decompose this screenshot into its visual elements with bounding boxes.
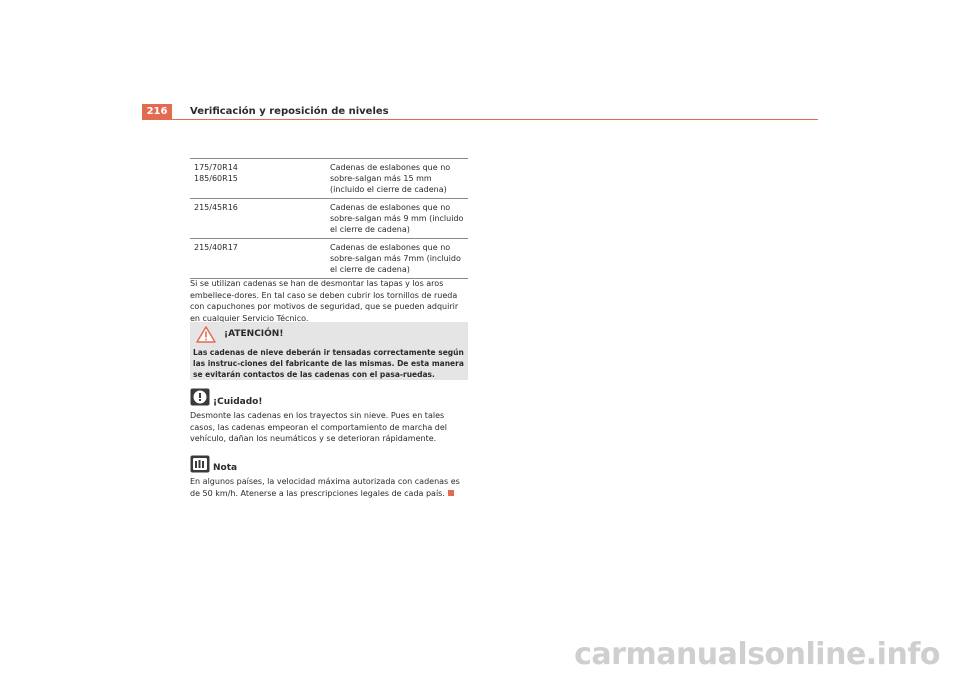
warning-triangle-icon xyxy=(196,326,216,343)
table-row xyxy=(190,199,468,239)
watermark: carmanualsonline.info xyxy=(574,637,940,672)
caution-body: Desmonte las cadenas en los trayectos sin nieve. Pues en tales casos, las cadenas empeoran el comportamiento de marcha del vehículo, dañan los neumáticos y se deterioran rápidamente. xyxy=(190,411,447,443)
tire-size-cell: 215/45R16 xyxy=(194,203,238,212)
tire-size-cell: 175/70R14 185/60R15 xyxy=(194,163,238,183)
warning-title: ¡ATENCIÓN! xyxy=(224,329,284,339)
chain-spec-cell: Cadenas de eslabones que no sobre-salgan más 9 mm (incluido el cierre de cadena) xyxy=(330,203,464,234)
note-icon-box xyxy=(190,455,210,477)
caution-title: ¡Cuidado! xyxy=(213,397,263,407)
warning-body: Las cadenas de nieve deberán ir tensadas correctamente según las instruc-ciones del fabricante de las mismas. De esta manera se evitarán contactos de las cadenas con el pasa-ruedas. xyxy=(193,348,464,379)
chain-spec-cell: Cadenas de eslabones que no sobre-salgan más 7mm (incluido el cierre de cadena) xyxy=(330,243,461,274)
page-header-title: Verificación y reposición de niveles xyxy=(190,106,389,117)
note-body: En algunos países, la velocidad máxima autorizada con cadenas es de 50 km/h. Atenerse a las prescripciones legales de cada país. xyxy=(190,477,460,498)
caution-icon-box xyxy=(190,388,210,410)
chain-spec-cell: Cadenas de eslabones que no sobre-salgan más 15 mm (incluido el cierre de cadena) xyxy=(330,163,451,194)
end-marker xyxy=(448,490,454,496)
table-row xyxy=(190,159,468,199)
tire-size-cell: 215/40R17 xyxy=(194,243,238,252)
intro-paragraph: Si se utilizan cadenas se han de desmontar las tapas y los aros embellece-dores. En tal caso se deben cubrir los tornillos de rueda con capuchones por motivos de seguridad, que se pueden adquirir en cualquier Servicio Técnico. xyxy=(190,279,459,323)
note-body-paragraph xyxy=(190,476,470,499)
header-rule xyxy=(142,119,818,120)
exclamation-circle-icon xyxy=(190,388,210,406)
tire-chain-table xyxy=(190,158,468,279)
warning-box xyxy=(190,322,468,380)
note-title: Nota xyxy=(213,463,238,473)
page-number: 216 xyxy=(142,104,172,119)
table-row xyxy=(190,239,468,279)
info-icon xyxy=(190,455,210,473)
